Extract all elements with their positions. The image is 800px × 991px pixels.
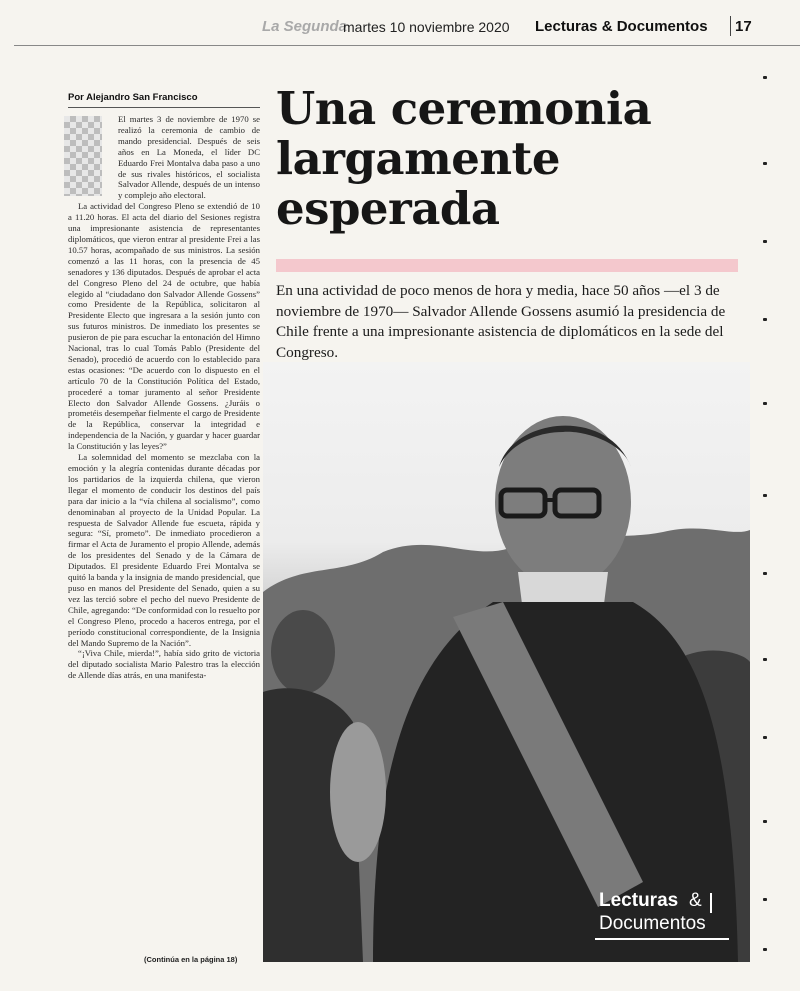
header-divider [730,16,731,36]
binder-hole-mark [763,162,767,165]
page-header [0,0,800,42]
article-body-column [68,92,260,972]
binder-hole-mark [763,494,767,497]
newspaper-brand: La Segunda [262,18,348,35]
page-number: 17 [735,18,752,35]
logo-ampersand: & [689,890,702,911]
binder-hole-mark [763,820,767,823]
section-name: Lecturas & Documentos [535,18,708,35]
body-paragraph: “¡Viva Chile, mierda!”, había sido grito de victoria del diputado socialista Mario Palestro tras la elección de Allende días atrás, en una manifesta- [68,648,260,681]
article-photo [263,362,750,962]
binder-hole-mark [763,898,767,901]
issue-date: martes 10 noviembre 2020 [343,19,510,35]
binder-hole-mark [763,402,767,405]
logo-underline [595,938,729,940]
header-rule [14,45,800,46]
binder-hole-mark [763,736,767,739]
dropcap-image [64,116,102,196]
binder-hole-mark [763,948,767,951]
binder-hole-mark [763,76,767,79]
article-body [68,114,260,681]
title-accent-bar [276,259,738,272]
binder-hole-mark [763,240,767,243]
article-title: Una ceremonia largamente esperada [276,82,652,235]
article-lead: En una actividad de poco menos de hora y media, hace 50 años —el 3 de noviembre de 1970— Salvador Allende Gossens asumió la presidencia de Chile frente a una impresionante asistencia de diplomáticos en la sede del Congreso. [276,282,726,361]
binder-hole-mark [763,572,767,575]
photo-illustration [263,362,750,962]
binder-hole-mark [763,318,767,321]
body-paragraph: La solemnidad del momento se mezclaba con la emoción y la alegría contenidas durante décadas por los partidarios de la izquierda chilena, que vieron llegar el momento de conducir los destinos del país para dar inicio a la “vía chilena al socialismo”, como denominaban al proyecto de la Unidad Popular. La respuesta de Salvador Allende fue escueta, rápida y segura: “Sí, prometo”. De inmediato procedieron a firmar el Acta de Juramento el propio Allende, además de los presidentes del Senado y de la Cámara de Diputados. El presidente Eduardo Frei Montalva se quitó la banda y la insignia de mando presidencial, que puso en manos del Presidente del Senado, quien a su vez las terció sobre el pecho del nuevo Presidente de Chile, agregando: “De conformidad con lo resuelto por el Congreso Pleno, procedo a haceros entrega, por el período constitucional correspondiente, de la Insignia del Mando Supremo de la Nación”. [68,452,260,648]
section-logo [595,890,731,942]
byline: Por Alejandro San Francisco [68,92,260,108]
body-paragraph: El martes 3 de noviembre de 1970 se realizó la ceremonia de cambio de mando presidencial. Después de seis años en La Moneda, el líder DC Eduardo Frei Montalva daba paso a uno de sus rivales históricos, el socialista Salvador Allende, después de un intenso y complejo año electoral. [68,114,260,201]
logo-divider [710,893,712,913]
logo-word-documentos: Documentos [599,913,706,934]
logo-word-lecturas: Lecturas [599,890,679,911]
continued-note: (Continúa en la página 18) [144,955,238,964]
body-paragraph: La actividad del Congreso Pleno se extendió de 10 a 11.20 horas. El acta del diario del Sesiones registra una impresionante asistencia de representantes diplomáticos, que vieron entrar al presidente Frei a las 10.57 horas, acompañado de sus ministros. La sesión comenzó a las 11 horas, con la presencia de 45 senadores y 136 diputados. Después de aprobar el acta del Congreso Pleno del 24 de octubre, que había elegido al “ciudadano don Salvador Allende Gossens” como Presidente de la República, solicitaron al Presidente Electo que ingresara a la sesión junto con sus futuros ministros. De inmediato los presentes se pusieron de pie para escuchar la entonación del Himno Nacional, tras lo cual Tomás Pablo (Presidente del Senado), procedió de acuerdo con lo establecido para estas ocasiones: “De acuerdo con lo dispuesto en el artículo 70 de la Constitución Política del Estado, procederé a tomar juramento al señor Presidente Electo don Salvador Allende Gossens. ¿Juráis o prometéis desempeñar fielmente el cargo de Presidente de la República, conservar la integridad e independencia de la Nación, y guardar y hacer guardar la Constitución y las leyes?” [68,201,260,452]
binder-hole-mark [763,658,767,661]
